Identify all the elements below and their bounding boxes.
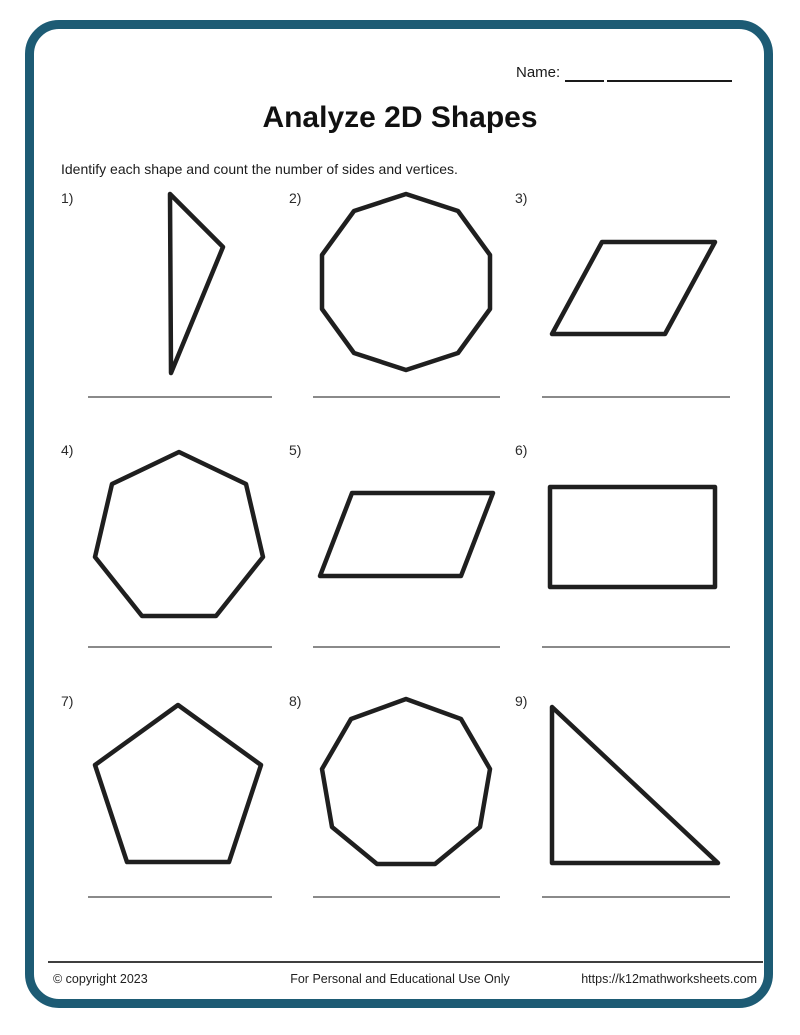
shape-heptagon [95, 452, 263, 616]
website-url: https://k12mathworksheets.com [581, 972, 757, 986]
shape-parallelogram [320, 493, 493, 576]
answer-line [542, 646, 730, 648]
problem-number: 6) [515, 442, 528, 458]
answer-line [88, 396, 272, 398]
footer-divider [48, 961, 763, 963]
page-title: Analyze 2D Shapes [262, 101, 538, 134]
problem-number: 9) [515, 693, 528, 709]
shape-decagon [322, 194, 490, 370]
answer-line [542, 396, 730, 398]
answer-line [542, 896, 730, 898]
shape-nonagon [322, 699, 490, 864]
answer-line [313, 396, 500, 398]
shape-right-scalene-triangle [170, 194, 223, 373]
problem-number: 2) [289, 190, 302, 206]
shape-rectangle [550, 487, 715, 587]
problem-number: 5) [289, 442, 302, 458]
name-label: Name: [516, 64, 561, 81]
answer-line [88, 896, 272, 898]
copyright-text: © copyright 2023 [53, 972, 148, 986]
problem-number: 8) [289, 693, 302, 709]
shape-parallelogram [552, 242, 715, 334]
shape-right-triangle [552, 707, 718, 863]
problem-number: 4) [61, 442, 74, 458]
footer [0, 972, 800, 988]
instruction-text: Identify each shape and count the number of sides and vertices. [61, 161, 458, 177]
answer-line [88, 646, 272, 648]
shape-pentagon [95, 705, 261, 862]
problem-number: 3) [515, 190, 528, 206]
answer-line [313, 646, 500, 648]
problem-number: 1) [61, 190, 74, 206]
problem-number: 7) [61, 693, 74, 709]
usage-text: For Personal and Educational Use Only [290, 972, 510, 986]
answer-line [313, 896, 500, 898]
